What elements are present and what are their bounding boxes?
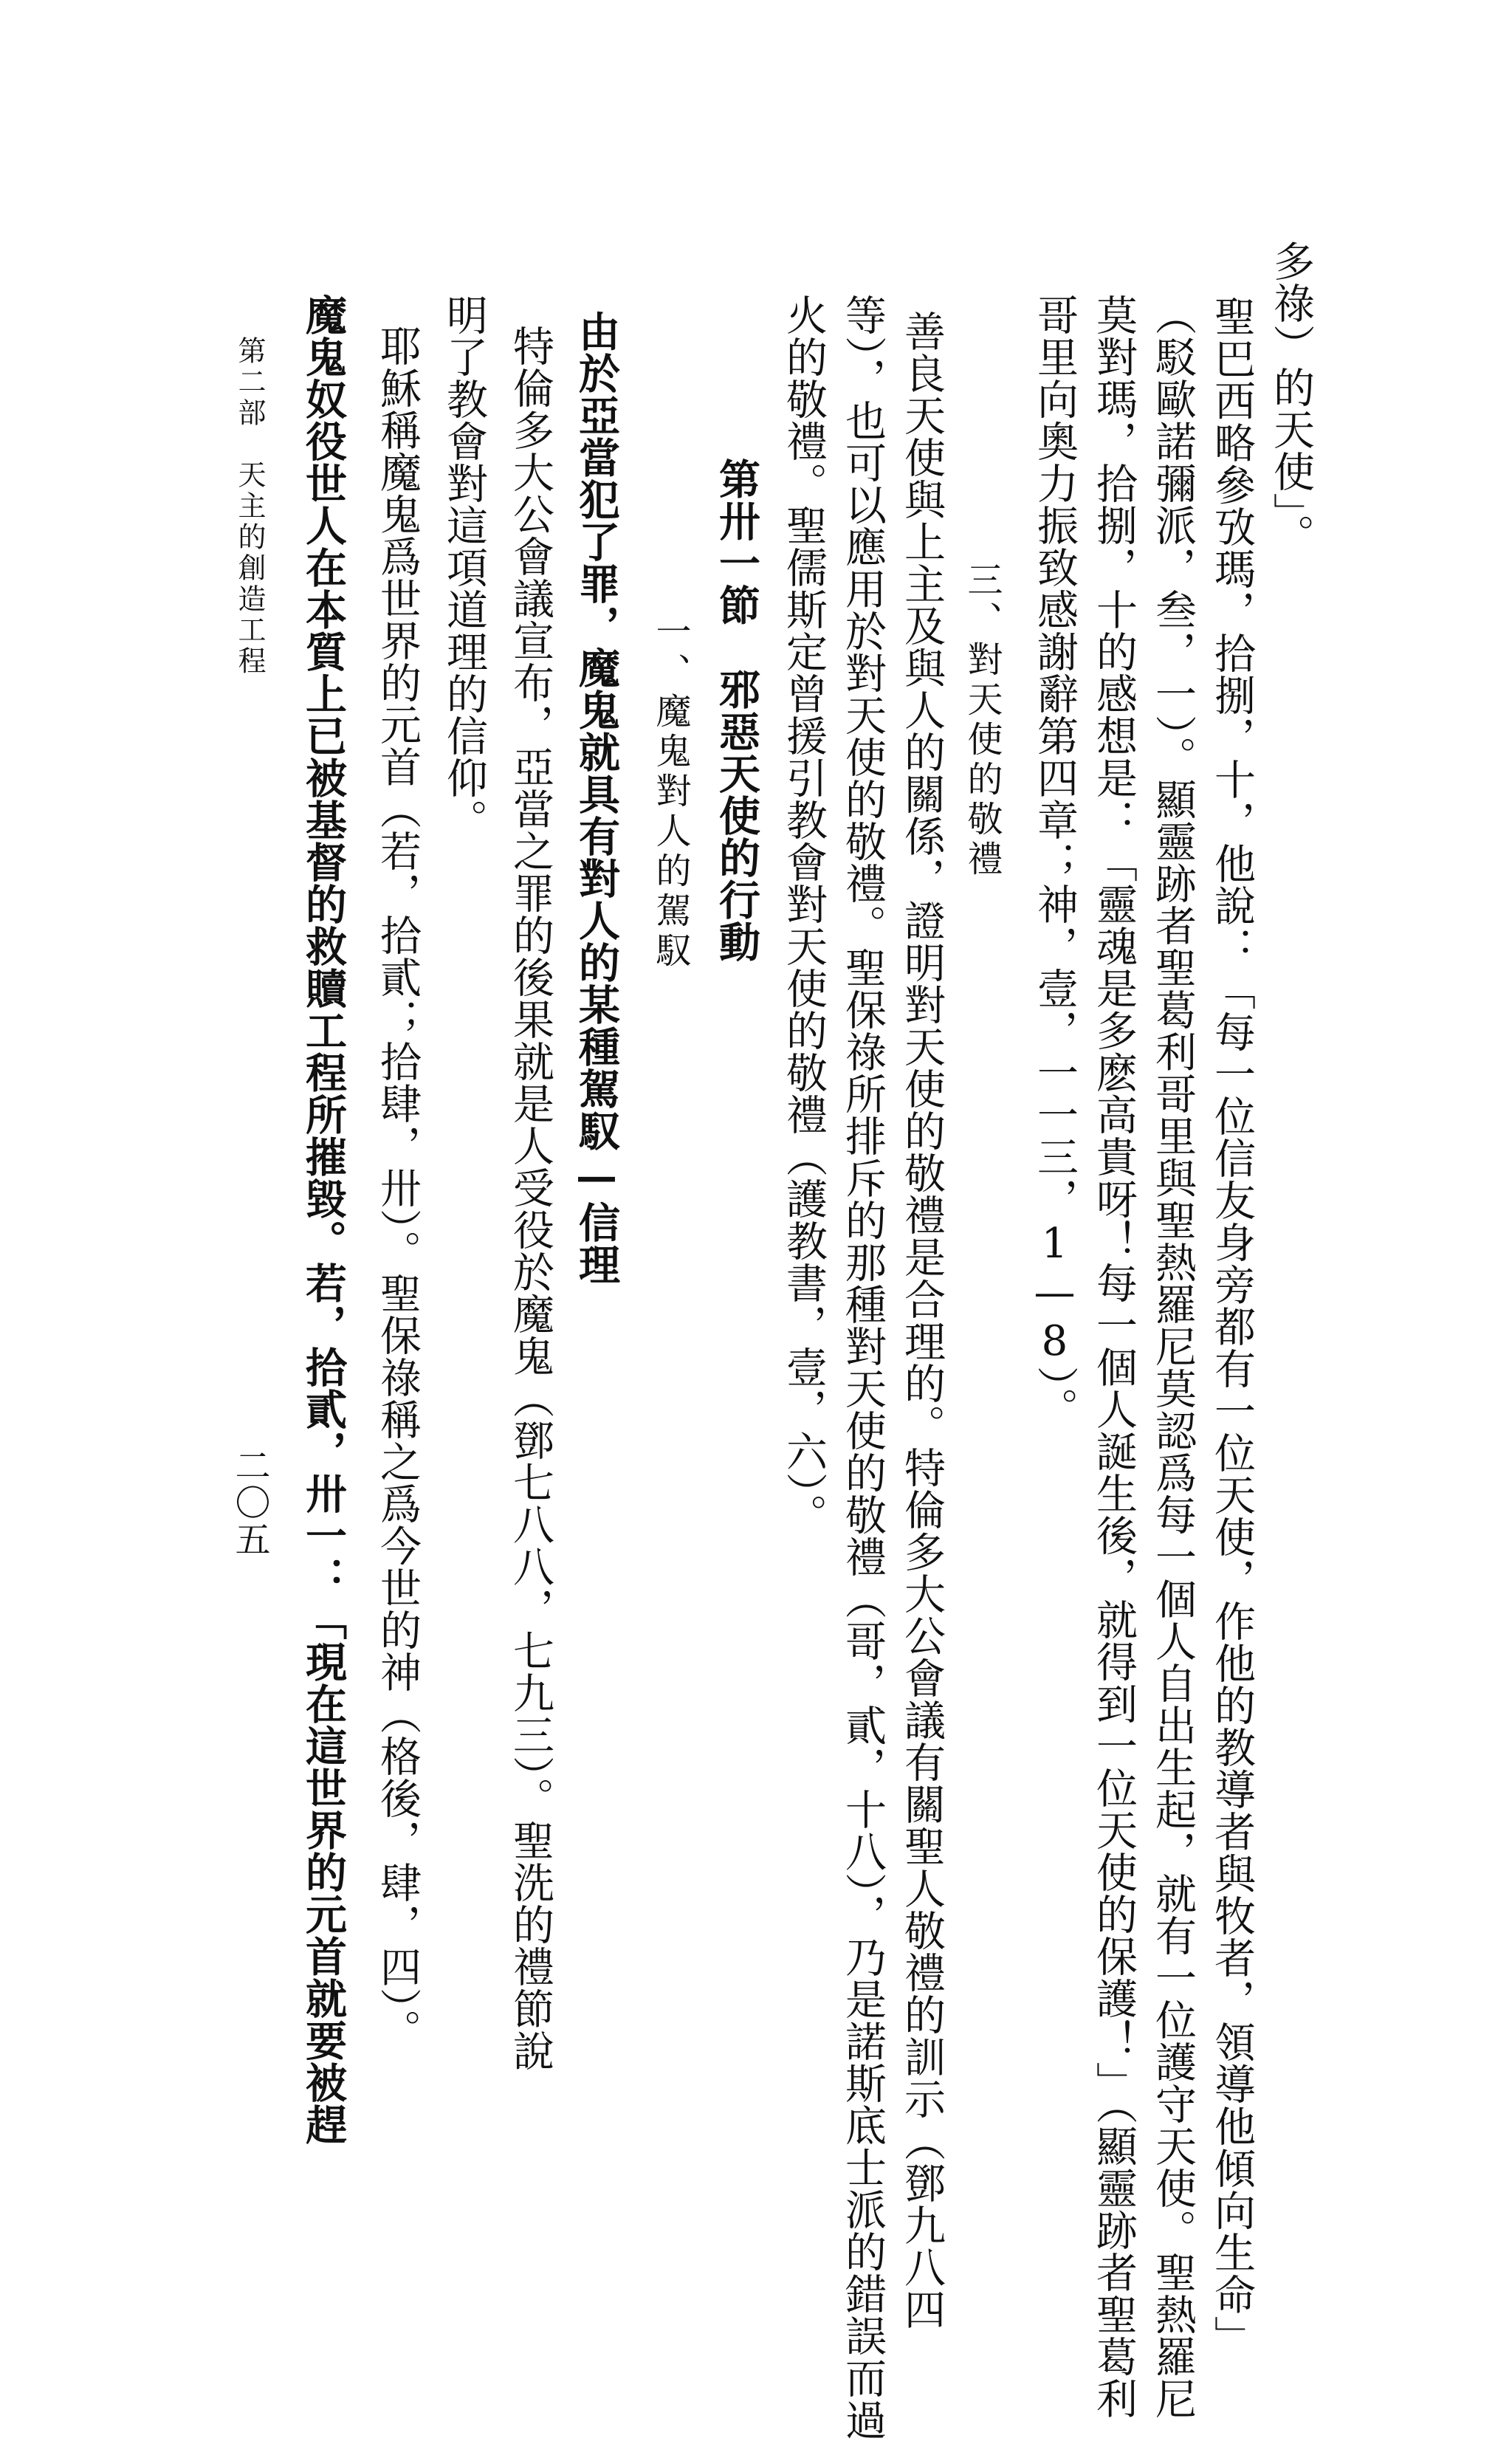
text-column-4: 莫對瑪，拾捌，十的感想是：「靈魂是多麽高貴呀！每一個人誕生後，就得到一位天使的保護！」（顯靈跡者聖葛利 — [1090, 294, 1138, 2420]
running-footer: 第二部 天主的創造工程 — [233, 336, 266, 677]
thesis-statement: 由於亞當犯了罪，魔鬼就具有對人的某種駕馭—信理 — [572, 310, 621, 1285]
text-column-16: 魔鬼奴役世人在本質上已被基督的救贖工程所摧毀。若，拾貳，卅一：「現在這世界的元首就要被趕 — [299, 294, 348, 2146]
text-column-15: 耶穌稱魔鬼爲世界的元首（若，拾貳；拾肆，卅）。聖保祿稱之爲今世的神（格後，肆，四）。 — [374, 325, 422, 2051]
text-column-9: 火的敬禮。聖儒斯定曾援引教會對天使的敬禮（護教書，壹，六）。 — [780, 294, 828, 1536]
page-number: 二〇五 — [229, 1447, 270, 1558]
text-column-5: 哥里向奧力振致感謝辭第四章；神，壹，一一三，1—8）。 — [1031, 294, 1079, 1429]
text-column-7: 善良天使與上主及與人的關係，證明對天使的敬禮是合理的。特倫多大公會議有關聖人敬禮的訓示（鄧九八四 — [898, 310, 946, 2330]
section-heading: 第卅一節 邪惡天使的行動 — [712, 458, 761, 963]
text-column-1: 多祿）的天使」。 — [1267, 240, 1315, 556]
text-column-2: 聖巴西略參攷瑪，拾捌，十，他說：「每一位信友身旁都有一位天使，作他的教導者與牧者，領導他傾向生命」 — [1208, 295, 1256, 2358]
text-column-13: 特倫多大公會議宣布，亞當之罪的後果就是人受役於魔鬼（鄧七八八，七九三）。聖洗的禮節說 — [506, 325, 554, 2072]
text-column-8: 等），也可以應用於對天使的敬禮。聖保祿所排斥的那種對天使的敬禮（哥，貳，十八），乃是諾斯底士派的錯誤而過 — [839, 294, 887, 2441]
subsection-heading-devil-dominion: 一、魔鬼對人的駕馭 — [650, 613, 691, 972]
text-column-14: 明了教會對這項道理的信仰。 — [440, 294, 488, 841]
subsection-heading-angel-veneration: 三、對天使的敬禮 — [961, 561, 1003, 880]
text-column-3: （駁歐諾彌派，叁，一）。顯靈跡者聖葛利哥里與聖熱羅尼莫認爲每一個人自出生起，就有一位護守天使。聖熱羅尼 — [1149, 294, 1197, 2420]
